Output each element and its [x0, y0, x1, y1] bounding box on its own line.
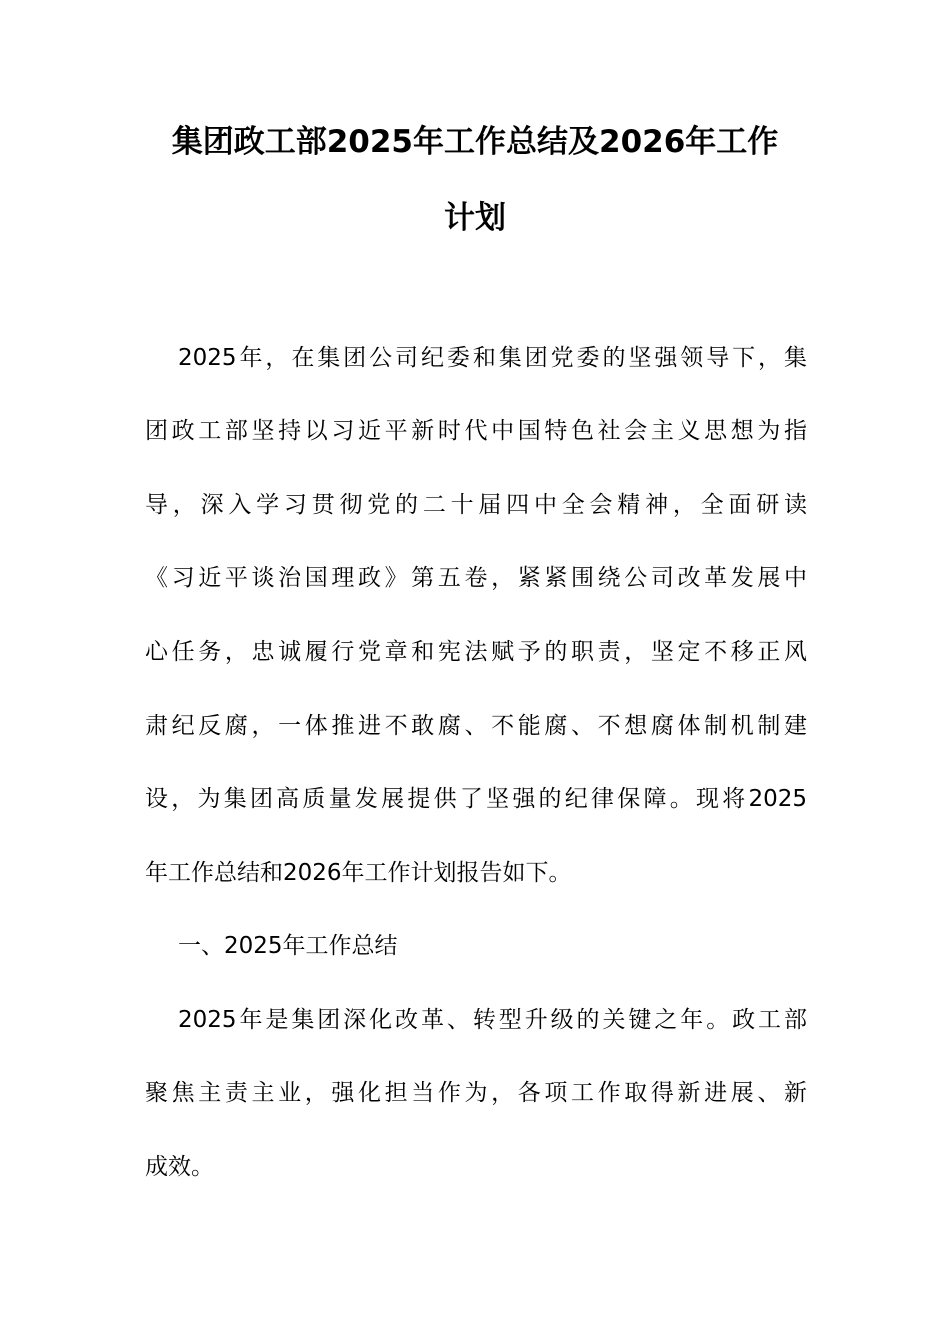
section-heading-1: 一、2025年工作总结: [178, 933, 398, 959]
paragraph-1-line-5: 心任务，忠诚履行党章和宪法赋予的职责，坚定不移正风: [145, 639, 807, 665]
paragraph-1-line-8: 年工作总结和2026年工作计划报告如下。: [145, 860, 572, 886]
document-title-line-1: 集团政工部2025年工作总结及2026年工作: [171, 124, 779, 160]
paragraph-2-line-2: 聚焦主责主业，强化担当作为，各项工作取得新进展、新: [145, 1080, 807, 1106]
paragraph-1-line-3: 导，深入学习贯彻党的二十届四中全会精神，全面研读: [145, 492, 807, 518]
paragraph-1-line-2: 团政工部坚持以习近平新时代中国特色社会主义思想为指: [145, 418, 807, 444]
paragraph-1-line-7: 设，为集团高质量发展提供了坚强的纪律保障。现将2025: [145, 786, 807, 812]
paragraph-2-line-1: 2025年是集团深化改革、转型升级的关键之年。政工部: [178, 1007, 807, 1033]
paragraph-2-line-3: 成效。: [145, 1154, 214, 1180]
paragraph-1-line-6: 肃纪反腐，一体推进不敢腐、不能腐、不想腐体制机制建: [145, 713, 807, 739]
paragraph-1-line-1: 2025年，在集团公司纪委和集团党委的坚强领导下，集: [178, 345, 807, 371]
document-title-line-2: 计划: [444, 200, 506, 236]
paragraph-1-line-4: 《习近平谈治国理政》第五卷，紧紧围绕公司改革发展中: [145, 565, 807, 591]
